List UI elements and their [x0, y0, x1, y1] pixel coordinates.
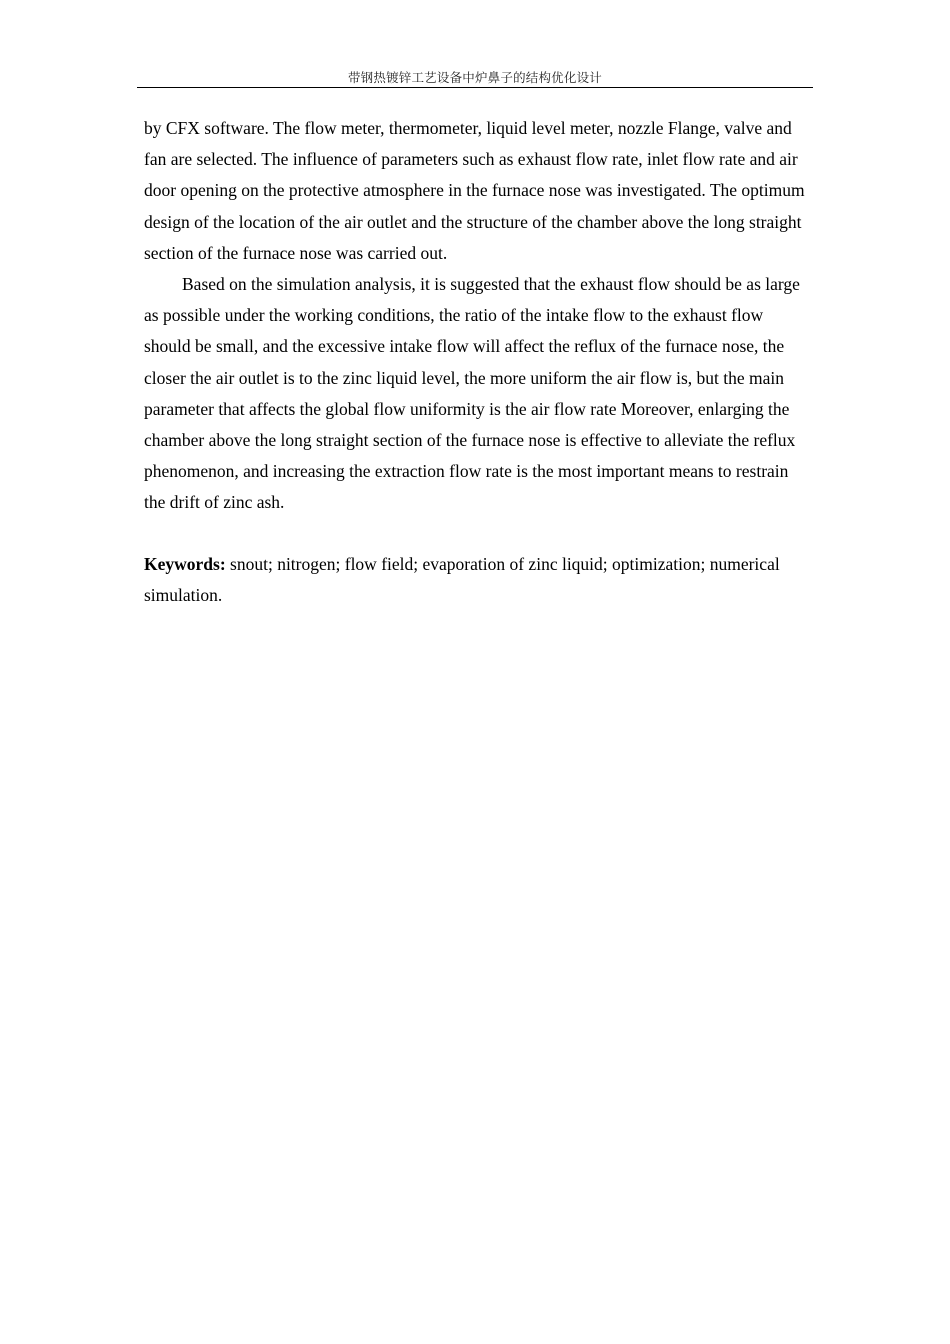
abstract-body: [144, 113, 808, 611]
header-title: 带钢热镀锌工艺设备中炉鼻子的结构优化设计: [347, 70, 602, 85]
keywords-label: Keywords:: [144, 553, 226, 574]
paragraph-1: by CFX software. The flow meter, thermometer, liquid level meter, nozzle Flange, valve and fan are selected. The influence of parameters such as exhaust flow rate, inlet flow rate and air door opening on the protective atmosphere in the furnace nose was investigated. The optimum design of the location of the air outlet and the structure of the chamber above the long straight section of the furnace nose was carried out.: [144, 118, 805, 263]
paragraph-2: Based on the simulation analysis, it is suggested that the exhaust flow should be as large as possible under the working conditions, the ratio of the intake flow to the exhaust flow should be small, and the excessive intake flow will affect the reflux of the furnace nose, the closer the air outlet is to the zinc liquid level, the more uniform the air flow is, but the main parameter that affects the global flow uniformity is the air flow rate Moreover, enlarging the chamber above the long straight section of the furnace nose is effective to alleviate the reflux phenomenon, and increasing the extraction flow rate is the most important means to restrain the drift of zinc ash.: [144, 274, 800, 513]
keywords-line: [144, 549, 808, 611]
page-header: [137, 68, 813, 88]
keywords-text: snout; nitrogen; flow field; evaporation of zinc liquid; optimization; numerical simulation.: [144, 553, 780, 605]
